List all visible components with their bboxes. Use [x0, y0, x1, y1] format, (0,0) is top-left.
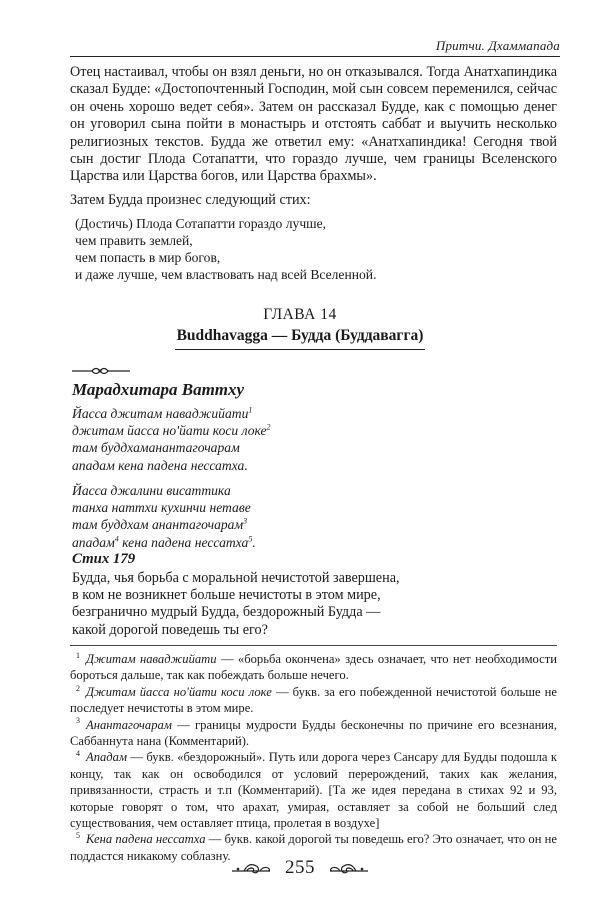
footnote-number: 1 [76, 650, 80, 660]
verse-line: и даже лучше, чем властвовать над всей Вселенной. [75, 267, 377, 282]
header-rule [70, 56, 560, 57]
footnote-number: 3 [76, 716, 80, 726]
footnote-ref: 4 [114, 534, 119, 544]
pali-line: ападам$^4$ кена падена нессатха$^5$. [72, 534, 256, 550]
intro-verse [75, 215, 376, 283]
chapter-title [0, 327, 600, 350]
section-ornament-icon [72, 366, 132, 376]
footnote-body: — букв. какой дорогой ты поведешь его? Это означает, что он не поддастся никакому соблазну. [70, 832, 557, 863]
chapter-title-text: Buddhavagga — Будда (Буддавагга) [175, 327, 426, 350]
translation-line: в ком не возникнет больше нечистоты в этом мире, [72, 587, 381, 604]
verse-line: чем править землей, [75, 233, 193, 248]
verse-line: чем попасть в мир богов, [75, 250, 221, 265]
intro-paragraph-2-text: Затем Будда произнес следующий стих: [70, 192, 311, 208]
pali-stanza-1 [72, 405, 271, 474]
verse-heading: Стих 179 [72, 551, 136, 567]
intro-paragraph-2 [70, 192, 557, 209]
footnote-ref: 1 [248, 405, 253, 415]
running-head: Притчи. Дхаммапада [435, 38, 560, 53]
footnote-ref: 3 [243, 516, 248, 526]
pali-line: ападам кена падена нессатха. [72, 457, 248, 473]
footnote-term: Джитам наваджийати [86, 652, 217, 666]
right-flourish-icon [324, 861, 370, 875]
footnote-number: 5 [76, 831, 80, 841]
footnote-body: — букв. за его побежденной нечистотой больше не последует нечистоты в этом мире. [70, 684, 557, 716]
footnote [70, 717, 557, 750]
pali-line: джитам йасса но'йати коси локе$^2$ [72, 422, 271, 439]
intro-paragraph-text: Отец настаивал, чтобы он взял деньги, но он отказывался. Тогда Анатхапиндика сказал Будде: «Достопочтенный Господин, мой сын совсем переменился, сейчас он очень хорошо ведет себя». Затем он рассказал Будде, как с помощью денег он уговорил сына пойти в монастырь и отстоять саббат и выучить несколько религиозных текстов. Будда же ответил ему: «Анатхапиндика! Сегодня твой сын достиг Плода Сотапатти, что гораздо лучше, чем границы Вселенского Царства или Царства богов, или Царства брахмы». [70, 64, 557, 185]
verse-line: (Достичь) Плода Сотапатти гораздо лучше, [75, 216, 327, 231]
footnote-term: Ападам [86, 750, 127, 765]
translation-line: безгранично мудрый Будда, бездорожный Будда — [72, 604, 381, 621]
footnote-number: 2 [76, 683, 80, 693]
intro-paragraph [70, 64, 557, 186]
footnote-term: Кена падена нессатха [86, 832, 206, 847]
pali-line: танха наттхи кухинчи нетаве [72, 500, 251, 516]
pali-line: Йасса джитам наваджийати$^1$ [72, 405, 253, 421]
footnote-rule [70, 645, 557, 646]
chapter-number: ГЛАВА 14 [263, 306, 337, 323]
pali-stanza-2 [72, 482, 256, 551]
footnote-body: — «борьба окончена» здесь означает, что нет необходимости бороться дальше, так как побеждать больше нечего. [70, 652, 557, 683]
footnote-term: Анантагочарам [86, 717, 172, 732]
footnote-ref: 2 [266, 422, 271, 432]
left-flourish-icon [230, 861, 276, 875]
verse-translation [72, 570, 400, 639]
footnote [70, 749, 557, 831]
footnote [70, 651, 557, 684]
pali-line: Йасса джалини висаттика [72, 483, 231, 498]
pali-line: там буддхаманантагочарам [72, 440, 240, 456]
footnote-term: Джитам йасса но'йати коси локе [86, 684, 272, 699]
footnote-number: 4 [76, 749, 80, 759]
story-title: Марадхитара Ваттху [72, 380, 245, 399]
footnote-body: — букв. «бездорожный». Путь или дорога через Сансару для Будды подошла к концу, так как он освободился от условий перерождений, таких как желания, привязанности, страсть и т.п (Комментарий). [Та же идея передана в стихах 92 и 93, которые говорят о том, что арахат, умирая, оставляет за собой не больший след существования, чем оставляет птица, пролетая в воздухе] [70, 750, 557, 831]
footnotes [70, 651, 557, 864]
translation-line: Будда, чья борьба с моральной нечистотой завершена, [72, 570, 400, 586]
footnote-ref: 5 [248, 534, 253, 544]
footnote [70, 684, 557, 717]
pali-line: там буддхам анантагочарам$^3$ [72, 516, 248, 533]
translation-line: какой дорогой поведешь ты его? [72, 621, 268, 638]
page-number: 255 [285, 856, 315, 878]
page-footer [0, 856, 600, 879]
footnote-body: — границы мудрости Будды бесконечны по причине его всезнания, Саббаннута нана (Комментарий). [70, 717, 557, 749]
